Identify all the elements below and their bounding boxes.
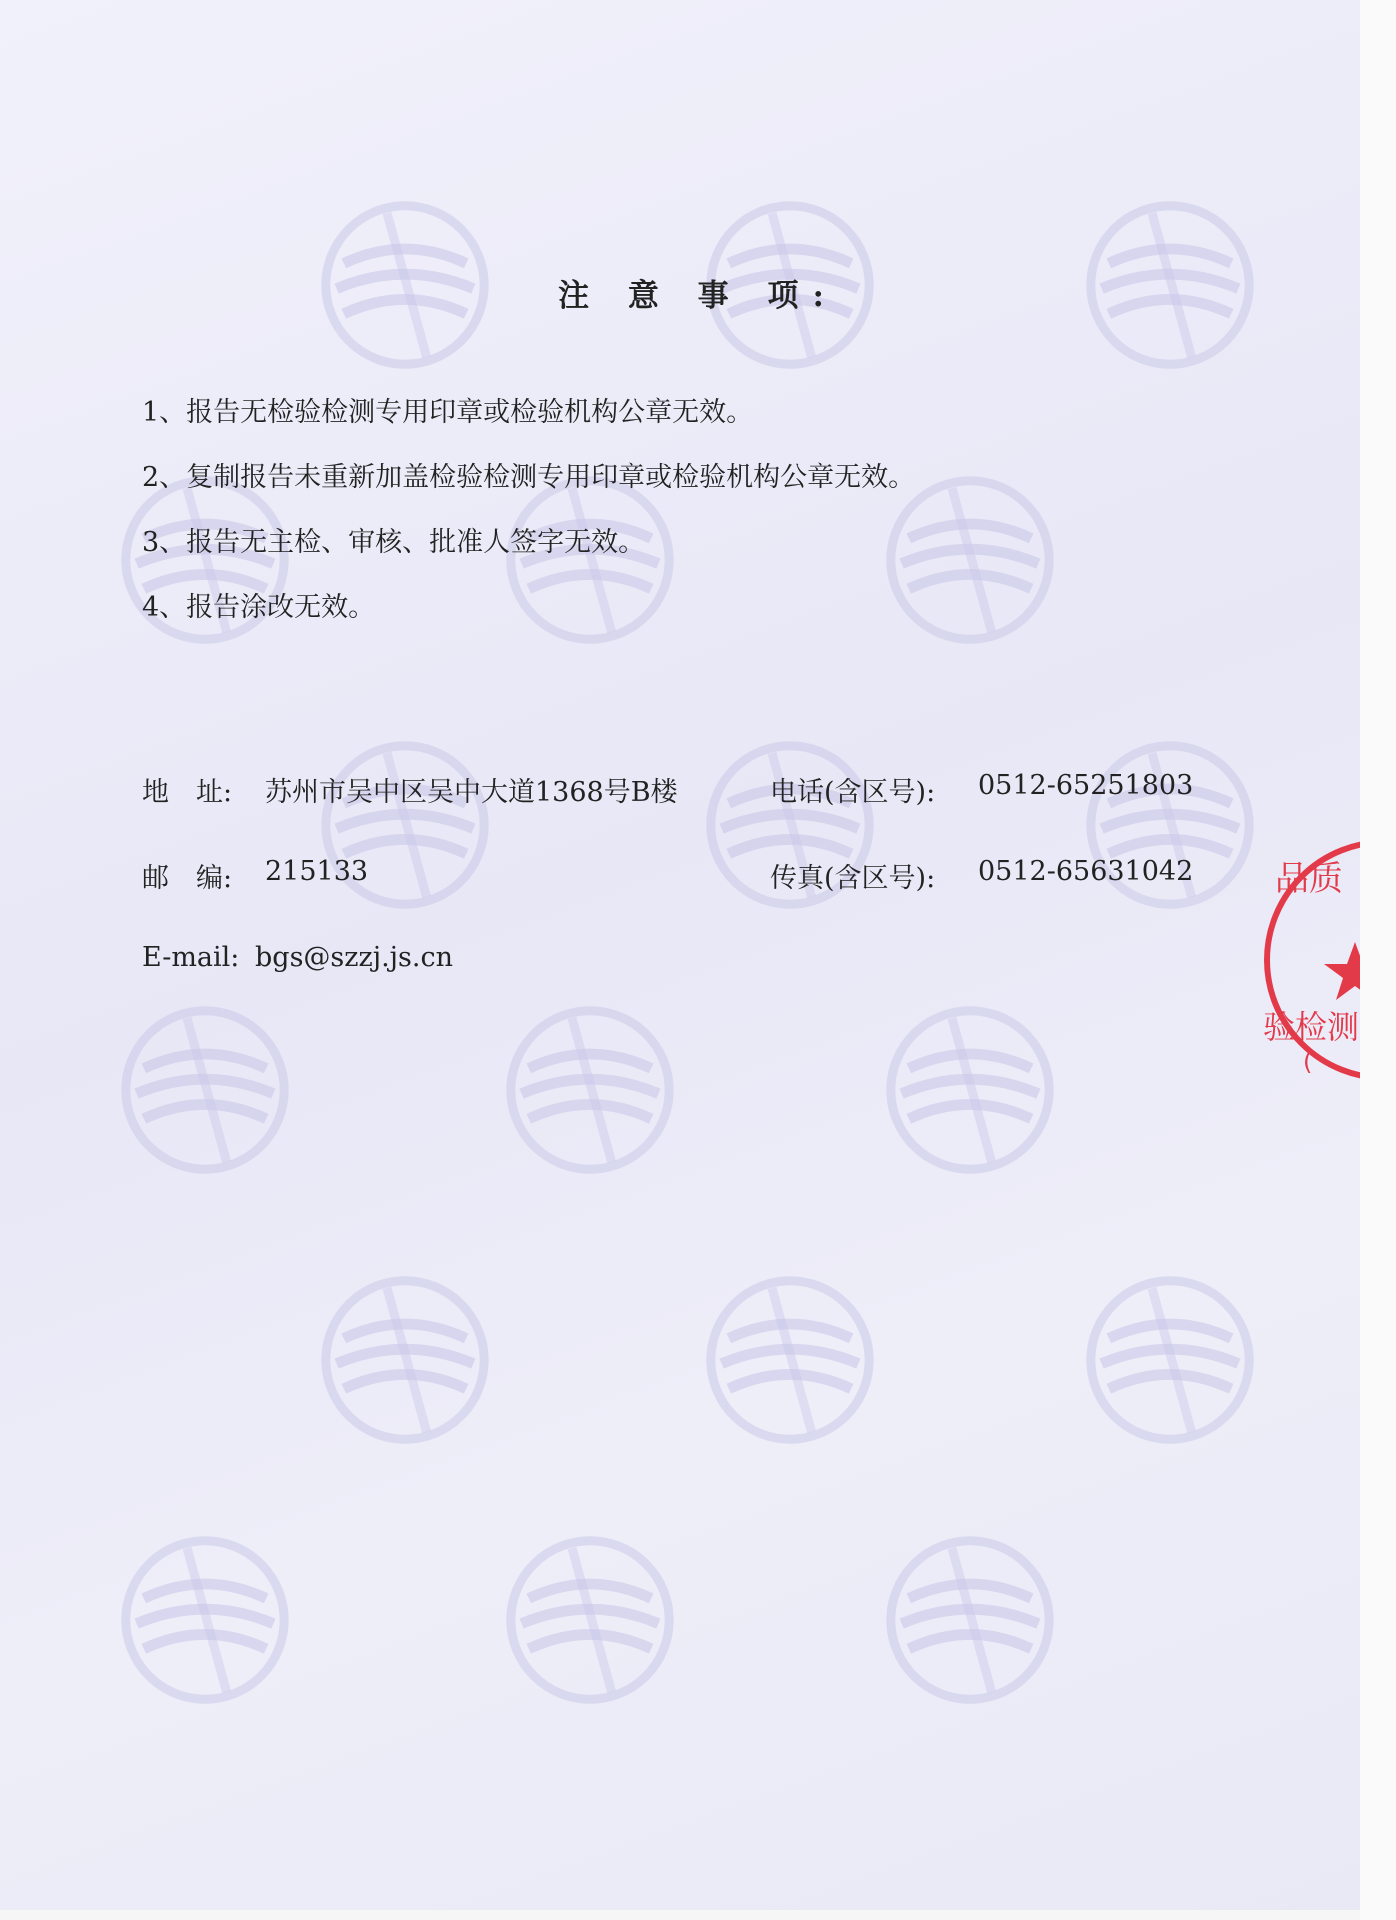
- zip-value: 215133: [265, 856, 369, 887]
- email-label: E-mail:: [142, 942, 240, 973]
- scan-edge-bottom: [0, 1910, 1360, 1920]
- zip-label: 邮 编:: [142, 863, 233, 894]
- fax-label: 传真(含区号):: [770, 863, 936, 894]
- notice-title: 注 意 事 项:: [558, 278, 838, 314]
- watermark-logo-icon: [500, 470, 680, 650]
- address-value: 苏州市吴中区吴中大道1368号B楼: [265, 777, 678, 808]
- watermark-logo-icon: [1080, 1270, 1260, 1450]
- watermark-logo-icon: [115, 1000, 295, 1180]
- watermark-logo-icon: [315, 1270, 495, 1450]
- watermark-logo-icon: [115, 1530, 295, 1710]
- stamp-text-middle: 验检测: [1263, 1008, 1360, 1046]
- address-label: 地 址:: [142, 777, 233, 808]
- notice-item-1: 1、报告无检验检测专用印章或检验机构公章无效。: [142, 397, 754, 428]
- official-stamp: [1255, 830, 1360, 1090]
- watermark-logo-icon: [880, 1000, 1060, 1180]
- stamp-star-icon: [1324, 942, 1360, 1000]
- stamp-text-top: 品质: [1275, 859, 1343, 899]
- watermark-logo-icon: [500, 1000, 680, 1180]
- phone-label: 电话(含区号):: [770, 777, 936, 808]
- notice-item-4: 4、报告涂改无效。: [142, 592, 376, 623]
- watermark-logo-icon: [500, 1530, 680, 1710]
- notice-item-3: 3、报告无主检、审核、批准人签字无效。: [142, 527, 646, 558]
- watermark-logo-icon: [1080, 735, 1260, 915]
- fax-value: 0512-65631042: [978, 856, 1194, 887]
- watermark-logo-icon: [880, 470, 1060, 650]
- stamp-text-bottom: (: [1303, 1048, 1313, 1076]
- stamp-seal-icon: [1255, 830, 1360, 1090]
- scan-edge-right: [1360, 0, 1396, 1920]
- email-value: bgs@szzj.js.cn: [255, 942, 454, 973]
- watermark-logo-icon: [700, 1270, 880, 1450]
- notice-item-2: 2、复制报告未重新加盖检验检测专用印章或检验机构公章无效。: [142, 462, 916, 493]
- watermark-logo-icon: [880, 1530, 1060, 1710]
- phone-value: 0512-65251803: [978, 770, 1194, 801]
- watermark-logo-icon: [315, 735, 495, 915]
